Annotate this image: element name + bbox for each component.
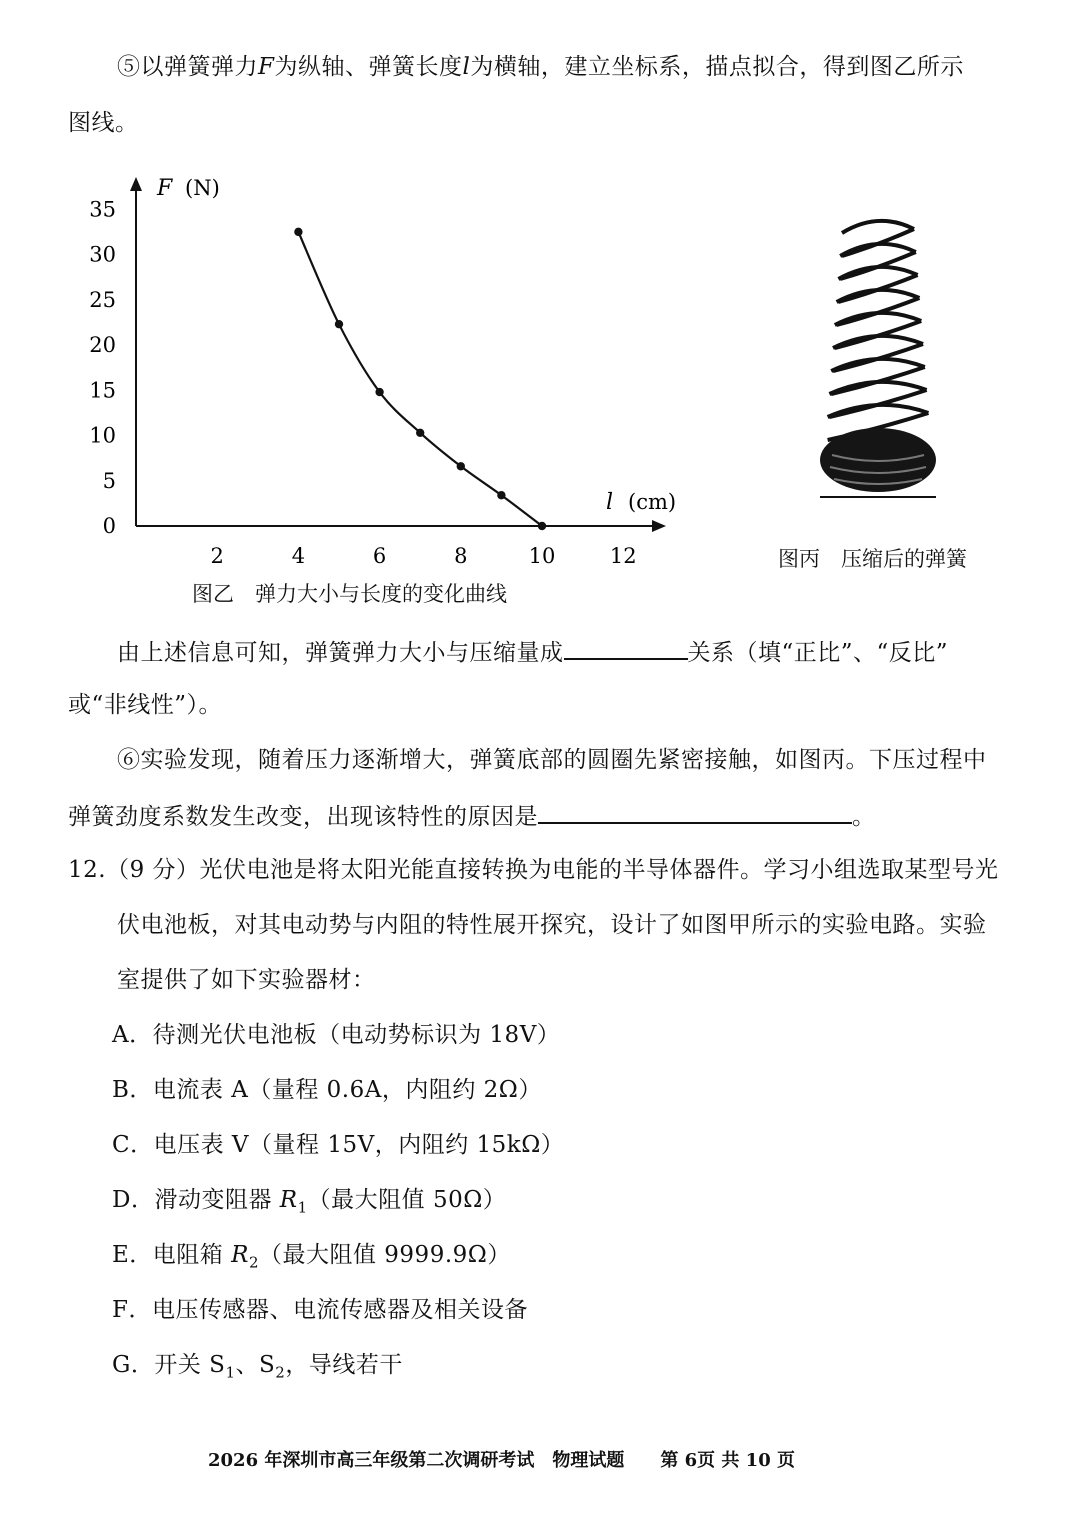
- y-tick-label: 15: [89, 378, 116, 403]
- x-tick-label: 4: [291, 544, 306, 568]
- data-point: [497, 491, 505, 499]
- subscript-1: 1: [297, 1198, 308, 1217]
- x-axis-symbol: l: [606, 490, 614, 515]
- data-point: [294, 228, 302, 236]
- y-tick-label: 0: [102, 514, 116, 538]
- item-e-spec: （最大阻值 9999.9Ω）: [258, 1242, 511, 1268]
- y-tick-label: 35: [89, 197, 116, 222]
- symbol-R: R: [231, 1242, 249, 1268]
- subscript-2: 2: [275, 1363, 286, 1382]
- fit-curve: [298, 232, 542, 526]
- step5-line-2: 图线。: [68, 110, 139, 136]
- step6-text-a: 弹簧劲度系数发生改变，出现该特性的原因是: [68, 804, 538, 830]
- x-tick-label: 12: [609, 544, 637, 568]
- q12-line-3: 室提供了如下实验器材：: [117, 967, 376, 993]
- x-axis-unit: (cm): [628, 490, 677, 514]
- symbol-F: F: [258, 54, 275, 80]
- spring-force-length-chart: [60, 165, 720, 575]
- equipment-item-c: C．电压表 V（量程 15V，内阻约 15kΩ）: [112, 1132, 565, 1158]
- subscript-2: 2: [248, 1253, 259, 1272]
- y-axis-arrow: [130, 177, 142, 191]
- y-tick-label: 5: [102, 468, 116, 493]
- y-tick-label: 30: [89, 242, 116, 267]
- item-g-sep: 、S: [235, 1352, 276, 1378]
- equipment-item-b: B．电流表 A（量程 0.6A，内阻约 2Ω）: [112, 1077, 542, 1103]
- x-axis-arrow: [652, 520, 666, 532]
- item-g-text: G．开关 S: [112, 1352, 226, 1378]
- y-tick-label: 10: [89, 423, 116, 448]
- page-footer: 2026 年深圳市高三年级第二次调研考试 物理试题 第 6页 共 10 页: [208, 1450, 796, 1471]
- y-axis-unit: (N): [185, 176, 220, 200]
- step6-line-2: [68, 800, 876, 832]
- y-tick-label: 25: [89, 287, 116, 312]
- conclusion-line-1: [117, 636, 948, 668]
- item-e-text: E．电阻箱: [112, 1242, 232, 1268]
- symbol-l: l: [462, 54, 471, 80]
- item-d-text: D．滑动变阻器: [112, 1187, 280, 1213]
- step6-text-b: 。: [852, 804, 876, 830]
- figure-c-caption: 图丙 压缩后的弹簧: [778, 547, 967, 571]
- step5-text-b: 为纵轴、弹簧长度: [274, 54, 463, 80]
- data-point: [335, 320, 343, 328]
- item-d-spec: （最大阻值 50Ω）: [307, 1187, 507, 1213]
- conclusion-text-a: 由上述信息可知，弹簧弹力大小与压缩量成: [117, 640, 564, 666]
- compressed-spring-illustration: [800, 205, 960, 545]
- answer-blank-relation[interactable]: [564, 636, 688, 660]
- x-tick-label: 8: [454, 544, 468, 568]
- chart-axes: [130, 177, 666, 532]
- subscript-1: 1: [225, 1363, 236, 1382]
- spring-coils: [828, 221, 929, 440]
- chart-series: [294, 228, 546, 531]
- symbol-R: R: [279, 1187, 298, 1213]
- x-tick-label: 2: [210, 544, 224, 568]
- conclusion-line-2: 或“非线性”）。: [68, 692, 223, 718]
- step5-line-1: [117, 52, 964, 82]
- y-tick-label: 20: [89, 333, 116, 357]
- conclusion-text-b: 关系（填“正比”、“反比”: [687, 640, 949, 666]
- data-point: [416, 429, 424, 437]
- x-tick-label: 10: [528, 544, 556, 568]
- y-axis-symbol: F: [157, 176, 173, 201]
- equipment-item-f: F．电压传感器、电流传感器及相关设备: [112, 1297, 528, 1323]
- equipment-item-a: A．待测光伏电池板（电动势标识为 18V）: [112, 1022, 561, 1048]
- step5-text-a: ⑤以弹簧弹力: [117, 54, 258, 80]
- answer-blank-reason[interactable]: [538, 800, 852, 824]
- item-g-tail: ，导线若干: [285, 1352, 403, 1378]
- step6-line-1: ⑥实验发现，随着压力逐渐增大，弹簧底部的圆圈先紧密接触，如图丙。下压过程中: [117, 747, 987, 773]
- equipment-item-e: [112, 1240, 511, 1278]
- figure-b-caption: 图乙 弹力大小与长度的变化曲线: [192, 582, 507, 606]
- q12-line-2: 伏电池板，对其电动势与内阻的特性展开探究，设计了如图甲所示的实验电路。实验: [117, 912, 987, 938]
- data-point: [375, 388, 383, 396]
- chart-ticks: [89, 197, 636, 568]
- data-point: [538, 522, 546, 530]
- equipment-item-d: [112, 1185, 506, 1223]
- data-point: [457, 462, 465, 470]
- x-tick-label: 6: [372, 544, 387, 568]
- step5-text-c: 为横轴，建立坐标系，描点拟合，得到图乙所示: [470, 54, 964, 80]
- q12-line-1: 12.（9 分）光伏电池是将太阳光能直接转换为电能的半导体器件。学习小组选取某型号光: [68, 857, 999, 883]
- equipment-item-g: [112, 1350, 403, 1388]
